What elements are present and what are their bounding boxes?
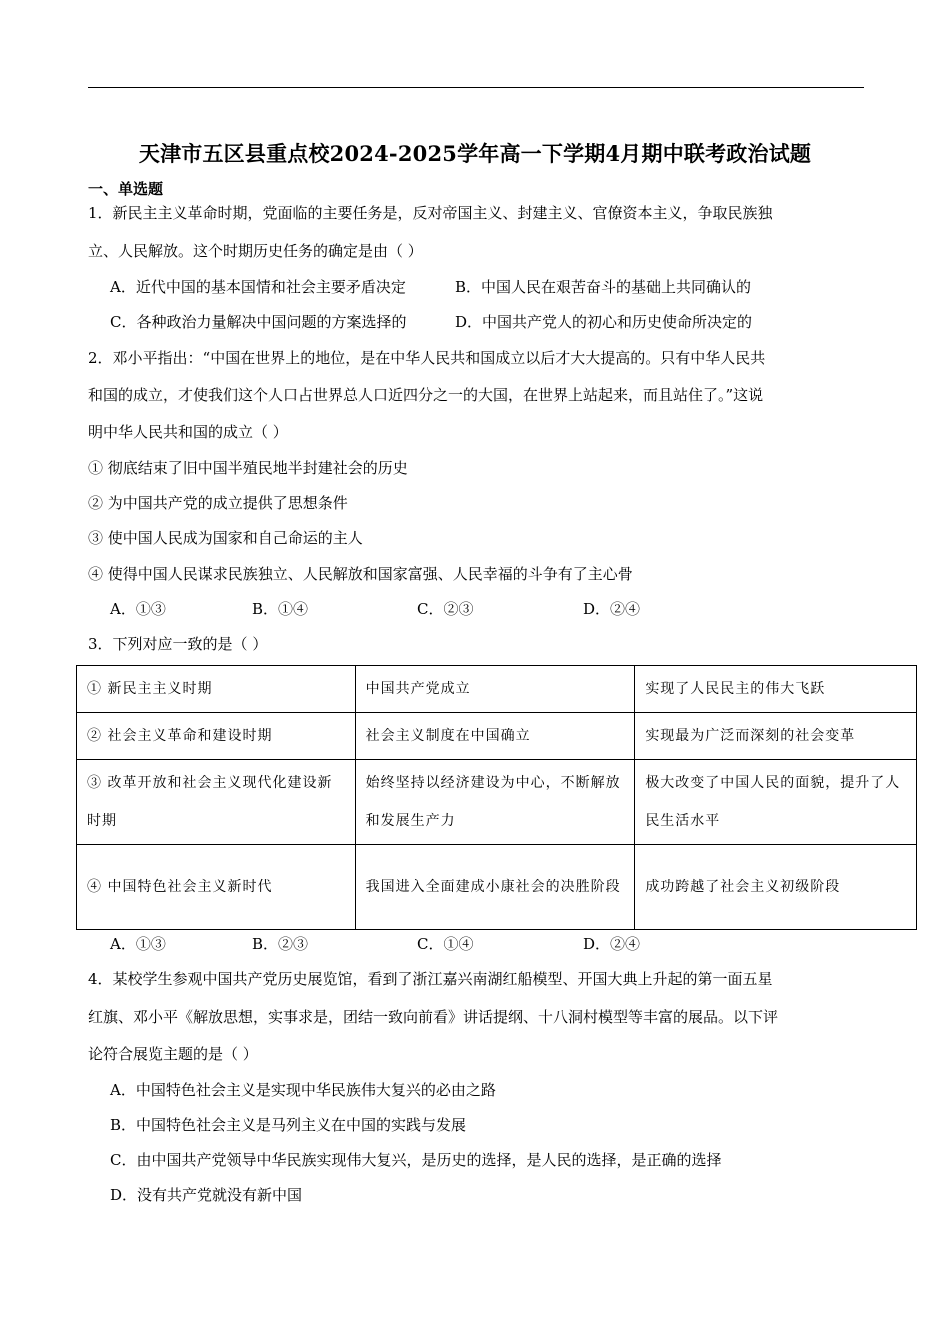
question-2-statement-4: ④ 使得中国人民谋求民族独立、人民解放和国家富强、人民幸福的斗争有了主心骨	[88, 565, 633, 583]
question-2-option-a[interactable]: A．①③	[110, 600, 166, 618]
table-cell: 实现最为广泛而深刻的社会变革	[635, 713, 917, 760]
question-2-statement-1: ① 彻底结束了旧中国半殖民地半封建社会的历史	[88, 459, 408, 477]
section-heading: 一、单选题	[88, 180, 164, 198]
question-3-table	[76, 665, 917, 930]
table-cell: 我国进入全面建成小康社会的决胜阶段	[355, 845, 635, 930]
question-1-stem-line1: 1．新民主主义革命时期，党面临的主要任务是，反对帝国主义、封建主义、官僚资本主义，争取民族独	[88, 204, 773, 222]
question-3-option-c[interactable]: C．①④	[417, 935, 474, 953]
table-row	[77, 713, 917, 760]
header-rule	[88, 87, 864, 88]
page-title: 天津市五区县重点校2024-2025学年高一下学期4月期中联考政治试题	[138, 141, 812, 166]
table-cell: ② 社会主义革命和建设时期	[77, 713, 356, 760]
question-3-option-d[interactable]: D．②④	[583, 935, 641, 953]
question-4-stem-line3: 论符合展览主题的是（ ）	[88, 1045, 258, 1063]
question-4-stem-line1: 4．某校学生参观中国共产党历史展览馆，看到了浙江嘉兴南湖红船模型、开国大典上升起的第一面五星	[88, 970, 773, 988]
question-4-option-b[interactable]: B．中国特色社会主义是马列主义在中国的实践与发展	[110, 1116, 467, 1134]
question-1-option-d[interactable]: D．中国共产党人的初心和历史使命所决定的	[455, 313, 753, 331]
table-cell: ③ 改革开放和社会主义现代化建设新时期	[77, 760, 356, 845]
question-1-option-a[interactable]: A．近代中国的基本国情和社会主要矛盾决定	[110, 278, 406, 296]
question-4-option-d[interactable]: D．没有共产党就没有新中国	[110, 1186, 303, 1204]
question-1-stem-line2: 立、人民解放。这个时期历史任务的确定是由（ ）	[88, 242, 423, 260]
table-cell: 极大改变了中国人民的面貌，提升了人民生活水平	[635, 760, 917, 845]
question-3-option-a[interactable]: A．①③	[110, 935, 166, 953]
table-row	[77, 666, 917, 713]
question-2-option-d[interactable]: D．②④	[583, 600, 641, 618]
question-1-option-b[interactable]: B．中国人民在艰苦奋斗的基础上共同确认的	[455, 278, 752, 296]
question-2-stem-line2: 和国的成立，才使我们这个人口占世界总人口近四分之一的大国，在世界上站起来，而且站住了。”这说	[88, 386, 764, 404]
question-4-option-a[interactable]: A．中国特色社会主义是实现中华民族伟大复兴的必由之路	[110, 1081, 496, 1099]
table-row	[77, 760, 917, 845]
table-row	[77, 845, 917, 930]
question-3-stem: 3．下列对应一致的是（ ）	[88, 635, 268, 653]
table-cell: 始终坚持以经济建设为中心，不断解放和发展生产力	[355, 760, 635, 845]
table-cell: ④ 中国特色社会主义新时代	[77, 845, 356, 930]
question-2-stem-line1: 2．邓小平指出：“中国在世界上的地位，是在中华人民共和国成立以后才大大提高的。只有中华人民共	[88, 349, 766, 367]
table-cell: ① 新民主主义时期	[77, 666, 356, 713]
question-2-stem-line3: 明中华人民共和国的成立（ ）	[88, 423, 288, 441]
table-cell: 社会主义制度在中国确立	[355, 713, 635, 760]
question-4-option-c[interactable]: C．由中国共产党领导中华民族实现伟大复兴，是历史的选择，是人民的选择，是正确的选择	[110, 1151, 722, 1169]
question-2-statement-2: ② 为中国共产党的成立提供了思想条件	[88, 494, 348, 512]
question-2-statement-3: ③ 使中国人民成为国家和自己命运的主人	[88, 529, 363, 547]
table-cell: 中国共产党成立	[355, 666, 635, 713]
question-1-option-c[interactable]: C．各种政治力量解决中国问题的方案选择的	[110, 313, 407, 331]
table-cell: 实现了人民民主的伟大飞跃	[635, 666, 917, 713]
table-cell: 成功跨越了社会主义初级阶段	[635, 845, 917, 930]
question-2-option-c[interactable]: C．②③	[417, 600, 474, 618]
question-3-option-b[interactable]: B．②③	[252, 935, 309, 953]
question-4-stem-line2: 红旗、邓小平《解放思想，实事求是，团结一致向前看》讲话提纲、十八洞村模型等丰富的展品。以下评	[88, 1008, 779, 1026]
question-2-option-b[interactable]: B．①④	[252, 600, 309, 618]
